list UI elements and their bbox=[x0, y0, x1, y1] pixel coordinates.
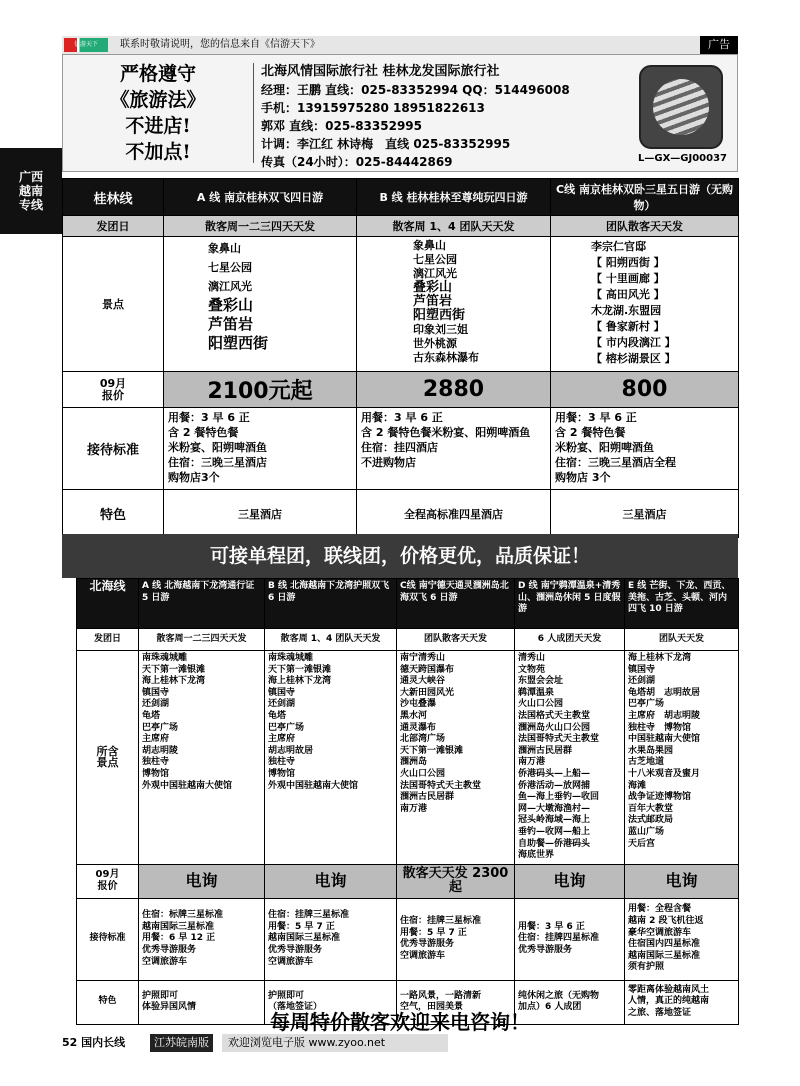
guilin-route-table bbox=[62, 178, 739, 538]
edition-tag: 江苏皖南版 bbox=[150, 1034, 213, 1052]
table-row: 09月 报价 电询 电询 散客天天发 2300起 电询 电询 bbox=[77, 864, 739, 898]
website-link[interactable]: 欢迎浏览电子版 www.zyoo.net bbox=[222, 1034, 448, 1052]
table-row: 桂林线 A 线 南京桂林双飞四日游 B 线 桂林桂林至尊纯玩四日游 C线 南京桂林双卧三星五日游（无购物） bbox=[63, 179, 739, 216]
bottom-slogan: 每周特价散客欢迎来电咨询！ bbox=[270, 1010, 530, 1034]
table-row: 北海线 A 线 北海越南下龙湾通行证 5 日游 B 线 北海越南下龙湾护照双飞 6 日游 C线 南宁德天通灵涠洲岛北海双飞 6 日游 D 线 南宁鹈潭温泉+清秀山、涠洲岛休闲 5 日度假游 E 线 芒街、下龙、西贡、美拖、古芝、头顿、河内四飞 10 日游 bbox=[77, 579, 739, 629]
table-row: 特色 三星酒店 全程高标准四星酒店 三星酒店 bbox=[63, 490, 739, 538]
promo-banner: 可接单程团，联线团，价格更优，品质保证！ bbox=[62, 534, 738, 578]
travel-law-slogan: 严格遵守 《旅游法》 不进店! 不加点! bbox=[110, 63, 206, 163]
page-number: 52 国内长线 bbox=[62, 1036, 126, 1049]
price-a: 2100元起 bbox=[164, 372, 357, 408]
table-row: 发团日 散客周一二三四天天发 散客周 1、4 团队天天发 团队散客天天发 6 人成团天天发 团队天天发 bbox=[77, 629, 739, 651]
table-row: 09月 报价 2100元起 2880 800 bbox=[63, 372, 739, 408]
page-footer bbox=[62, 1034, 738, 1052]
table-row: 特色 护照即可 体验异国风情 护照即可 （落地签证） 一路风景，一路清新 空气，田园美景 纯休闲之旅（无购物 加点）6 人成团 零距离体验越南风土 人情，真正的纯越南 之旅、落地签证 bbox=[77, 980, 739, 1024]
globe-logo-icon bbox=[639, 65, 723, 149]
contact-info: 北海风情国际旅行社 桂林龙发国际旅行社 经理：王鹏 直线：025-83352994 QQ：514496008 手机：13915975280 18951822613 郭邓 直线：025-83352995 计调：李江红 林诗梅 直线 025-83352995 传真（24小时）：025-84442869 bbox=[261, 64, 570, 169]
divider bbox=[253, 63, 254, 163]
ad-label: 广告 bbox=[700, 36, 738, 54]
table-row: 所含景点 南珠魂城雕 天下第一滩银滩 海上桂林下龙湾 镇国寺 还剑湖 龟塔 巴亭广场 主席府 胡志明陵 独柱寺 博物馆 外观中国驻越南大使馆 南珠魂城雕 天下第一滩银滩 海上桂林下龙湾 镇国寺 还剑湖 龟塔 巴亭广场 主席府 胡志明故居 独柱寺 博物馆 外观中国驻越南大使馆 南宁清秀山 德天跨国瀑布 通灵大峡谷 大新田园风光 沙屯叠瀑 黑水河 通灵瀑布 北部湾广场 天下第一滩银滩 涠洲岛 火山口公园 法国哥特式天主教堂 涠洲古民居群 南万港 清秀山 文物苑 东盟会会址 鹈潭温泉 火山口公园 法国格式天主教堂 涠洲岛火山口公园 法国哥特式天主教堂 涠洲古民居群 南万港 侨港码头—上船— 侨港活动—放网捕 鱼—海上垂钓—收回 网—大墩海渔村— 冠头岭海域—海上 垂钓—收网—船上 自助餐—侨港码头 海底世界 海上桂林下龙湾 镇国寺 还剑湖 龟塔胡 志明故居 巴亭广场 主席府 胡志明陵 独柱寺 博物馆 中国驻越南大使馆 水果岛果园 古芝地道 十八米观音及蜜月 海滩 战争证迹博物馆 百年大教堂 法式邮政局 蓝山广场 天后宫 bbox=[77, 651, 739, 865]
table-row: 景点 象鼻山 七星公园 漓江风光 叠彩山 芦笛岩 阳塑西街 象鼻山 七星公园 漓江风光 叠彩山 芦笛岩 阳塑西街 印象刘三姐 世外桃源 古东森林瀑布 李宗仁官邸 【 阳朔西街 】 【 十里画廊 】 【 高田风光 】 木龙湖.东盟园 【 鲁家新村 】 【 市内段漓江 】 【 榕杉湖景区 】 bbox=[63, 237, 739, 372]
beihai-route-table bbox=[76, 578, 739, 1025]
agency-header bbox=[62, 54, 738, 172]
table-row: 发团日 散客周一二三四天天发 散客周 1、4 团队天天发 团队散客天天发 bbox=[63, 216, 739, 237]
price-c: 800 bbox=[551, 372, 739, 408]
table-row: 接待标准 用餐：3 早 6 正 含 2 餐特色餐 米粉宴、阳朔啤酒鱼 住宿：三晚三星酒店 购物店3个 用餐：3 早 6 正 含 2 餐特色餐米粉宴、阳朔啤酒鱼 住宿：挂四酒店 不进购物店 用餐：3 早 6 正 含 2 餐特色餐 米粉宴、阳朔啤酒鱼 住宿：三晚三星酒店全程 购物店 3个 bbox=[63, 408, 739, 490]
top-bar bbox=[62, 36, 738, 54]
price-b: 2880 bbox=[357, 372, 551, 408]
source-notice: 联系时敬请说明，您的信息来自《信游天下》 bbox=[120, 39, 320, 50]
table-row: 接待标准 住宿：标牌三星标准 越南国际三星标准 用餐：6 早 12 正 优秀导游服务 空调旅游车 住宿：挂牌三星标准 用餐：5 早 7 正 越南国际三星标准 优秀导游服务 空调旅游车 住宿：挂牌三星标准 用餐：5 早 7 正 优秀导游服务 空调旅游车 用餐：3 早 6 正 住宿：挂牌四星标准 优秀导游服务 用餐：全程含餐 越南 2 段飞机往返 豪华空调旅游车 住宿国内四星标准 越南国际三星标准 须有护照 bbox=[77, 898, 739, 980]
license-code: L—GX—GJ00037 bbox=[637, 153, 727, 164]
brand-logo: 信游天下 bbox=[64, 38, 108, 52]
side-category-tab: 广西越南专线 bbox=[0, 148, 62, 234]
